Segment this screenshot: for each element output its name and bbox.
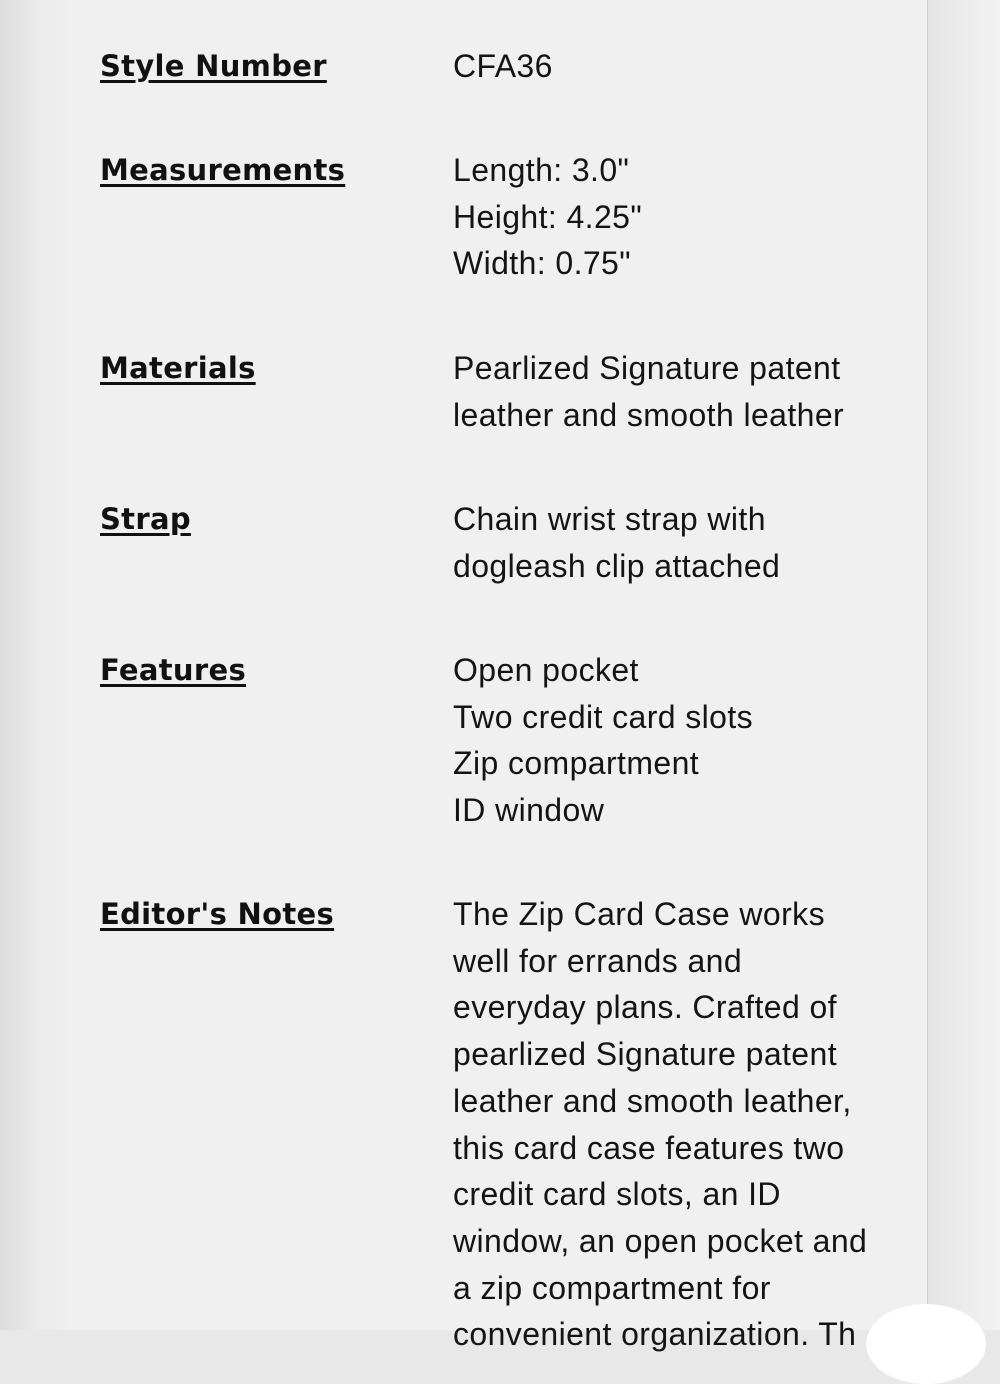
editors-notes-line: leather and smooth leather, bbox=[453, 1082, 852, 1119]
style-number-value bbox=[453, 43, 903, 90]
editors-notes-line: The Zip Card Case works bbox=[453, 896, 825, 932]
editors-notes-line: everyday plans. Crafted of bbox=[453, 989, 837, 1026]
editors-notes-line: well for errands and bbox=[453, 942, 743, 979]
strap-label: Strap bbox=[100, 502, 191, 536]
floating-chat-button[interactable] bbox=[866, 1304, 986, 1384]
measurement-height: Height: 4.25" bbox=[453, 198, 643, 235]
feature-item: Open pocket bbox=[453, 652, 639, 688]
measurement-width: Width: 0.75" bbox=[453, 245, 632, 282]
strap-value bbox=[453, 496, 903, 589]
materials-value bbox=[453, 345, 903, 438]
left-backdrop bbox=[0, 0, 72, 1330]
measurement-length: Length: 3.0" bbox=[453, 152, 630, 188]
features-label: Features bbox=[100, 653, 247, 687]
editors-notes-line: credit card slots, an ID bbox=[453, 1176, 781, 1213]
editors-notes-line: convenient organization. Th bbox=[453, 1316, 857, 1353]
strap-line: Chain wrist strap with bbox=[453, 501, 766, 537]
measurements-label: Measurements bbox=[100, 153, 346, 187]
editors-notes-line: this card case features two bbox=[453, 1129, 845, 1166]
style-number-label: Style Number bbox=[100, 49, 327, 83]
feature-item: ID window bbox=[453, 792, 605, 829]
materials-line: leather and smooth leather bbox=[453, 396, 845, 433]
materials-line: Pearlized Signature patent bbox=[453, 350, 841, 386]
feature-item: Two credit card slots bbox=[453, 698, 754, 735]
features-value bbox=[453, 647, 903, 834]
strap-line: dogleash clip attached bbox=[453, 547, 781, 584]
editors-notes-line: pearlized Signature patent bbox=[453, 1036, 837, 1073]
materials-label: Materials bbox=[100, 351, 256, 385]
editors-notes-label: Editor's Notes bbox=[100, 897, 335, 931]
style-number-text: CFA36 bbox=[453, 48, 553, 84]
editors-notes-value bbox=[453, 891, 903, 1358]
right-backdrop bbox=[928, 0, 1000, 1330]
feature-item: Zip compartment bbox=[453, 745, 700, 782]
product-details-panel bbox=[72, 0, 928, 1353]
measurements-value bbox=[453, 147, 903, 287]
editors-notes-line: window, an open pocket and bbox=[453, 1222, 868, 1259]
editors-notes-line: a zip compartment for bbox=[453, 1269, 771, 1306]
